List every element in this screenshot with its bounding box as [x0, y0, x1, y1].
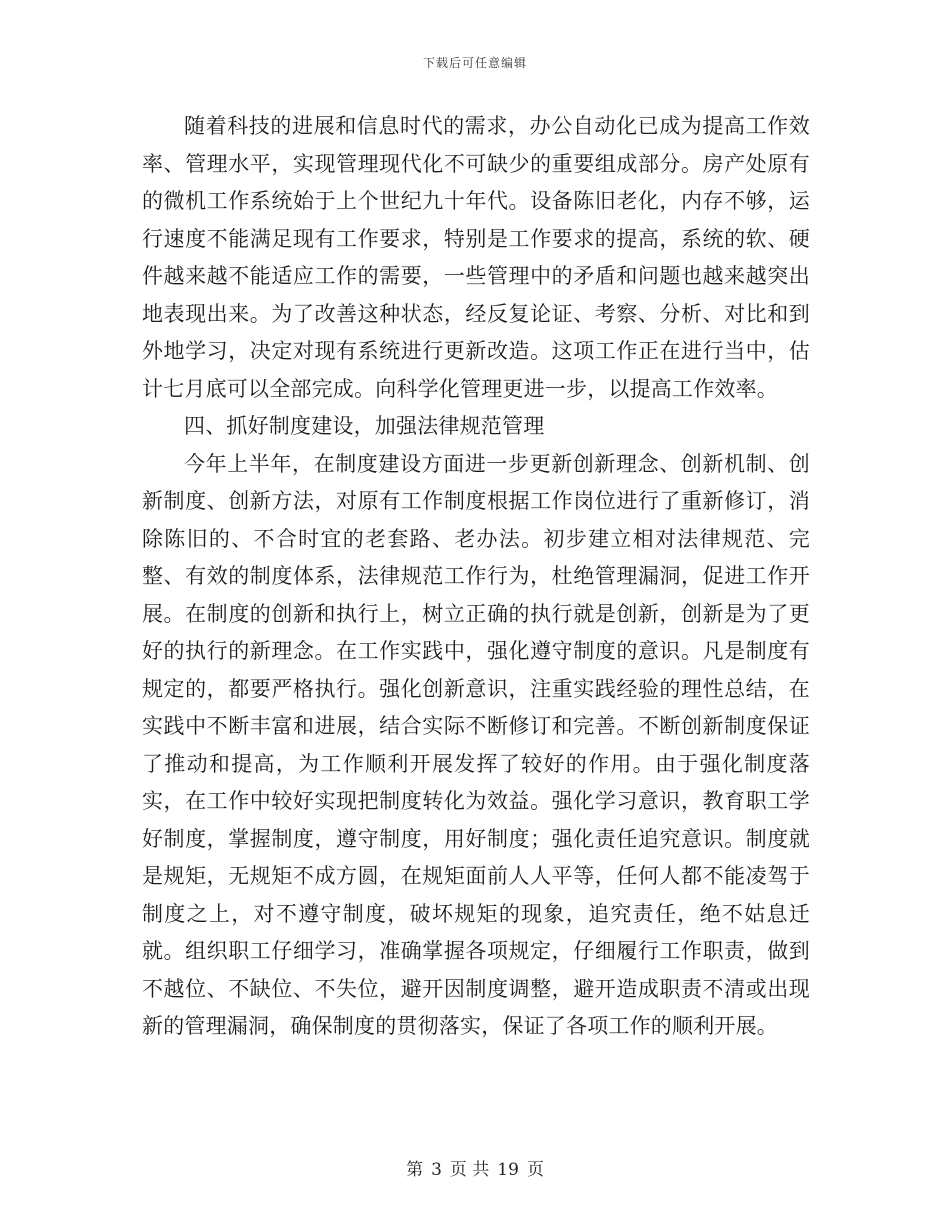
current-page-number: 3	[431, 1160, 442, 1180]
page-footer	[0, 1155, 950, 1180]
total-pages-number: 19	[497, 1160, 519, 1180]
paragraph-system-building: 今年上半年，在制度建设方面进一步更新创新理念、创新机制、创新制度、创新方法，对原有工作制度根据工作岗位进行了重新修订，消除陈旧的、不合时宜的老套路、老办法。初步建立相对法律规范、完整、有效的制度体系，法律规范工作行为，杜绝管理漏洞，促进工作开展。在制度的创新和执行上，树立正确的执行就是创新，创新是为了更好的执行的新理念。在工作实践中，强化遵守制度的意识。凡是制度有规定的，都要严格执行。强化创新意识，注重实践经验的理性总结，在实践中不断丰富和进展，结合实际不断修订和完善。不断创新制度保证了推动和提高，为工作顺利开展发挥了较好的作用。由于强化制度落实，在工作中较好实现把制度转化为效益。强化学习意识，教育职工学好制度，掌握制度，遵守制度，用好制度；强化责任追究意识。制度就是规矩，无规矩不成方圆，在规矩面前人人平等，任何人都不能凌驾于制度之上，对不遵守制度，破坏规矩的现象，追究责任，绝不姑息迁就。组织职工仔细学习，准确掌握各项规定，仔细履行工作职责，做到不越位、不缺位、不失位，避开因制度调整，避开造成职责不清或出现新的管理漏洞，确保制度的贯彻落实，保证了各项工作的顺利开展。	[142, 451, 810, 1038]
footer-prefix: 第	[406, 1160, 424, 1180]
header-note: 下载后可任意编辑	[422, 56, 527, 70]
document-body	[142, 108, 810, 1046]
section-heading: 四、抓好制度建设，加强法律规范管理	[184, 414, 545, 438]
paragraph-office-automation: 随着科技的进展和信息时代的需求，办公自动化已成为提高工作效率、管理水平，实现管理现代化不可缺少的重要组成部分。房产处原有的微机工作系统始于上个世纪九十年代。设备陈旧老化，内存不够，运行速度不能满足现有工作要求，特别是工作要求的提高，系统的软、硬件越来越不能适应工作的需要，一些管理中的矛盾和问题也越来越突出地表现出来。为了改善这种状态，经反复论证、考察、分析、对比和到外地学习，决定对现有系统进行更新改造。这项工作正在进行当中，估计七月底可以全部完成。向科学化管理更进一步，以提高工作效率。	[142, 114, 810, 401]
footer-middle: 页 共	[449, 1160, 490, 1180]
footer-suffix: 页	[526, 1160, 544, 1180]
